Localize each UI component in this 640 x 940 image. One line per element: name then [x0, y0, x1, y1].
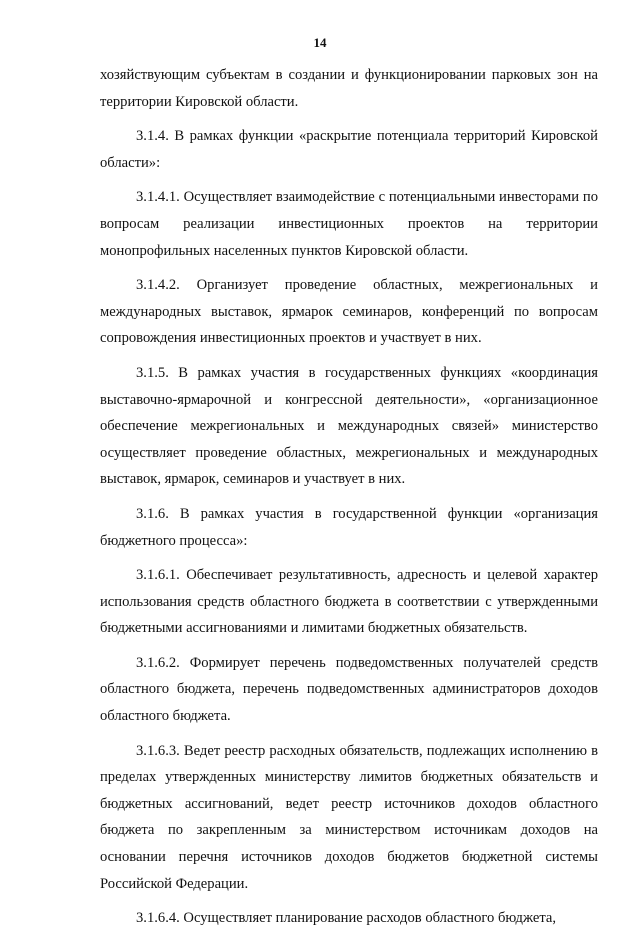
paragraph-3-1-5: 3.1.5. В рамках участия в государственных функциях «координация выставочно-ярмарочной и конгрессной деятельности», «организационное обеспечение межрегиональных и международных связей» министерство осуществляет проведение областных, межрегиональных и международных выставок, ярмарок, семинаров и участвует в них. [100, 364, 598, 488]
paragraph-3-1-4-1: 3.1.4.1. Осуществляет взаимодействие с потенциальными инвесторами по вопросам реализации инвестиционных проектов на территории монопрофильных населенных пунктов Кировской области. [100, 189, 598, 259]
page-number: 14 [313, 35, 327, 50]
paragraph-continuation: хозяйствующим субъектам в создании и функционировании парковых зон на территории Кировской области. [100, 67, 598, 110]
paragraph-3-1-6-3: 3.1.6.3. Ведет реестр расходных обязательств, подлежащих исполнению в пределах утвержденных министерству лимитов бюджетных обязательств и бюджетных ассигнований, ведет реестр источников доходов областного бюджета по закрепленным за министерством источникам доходов на основании перечня источников доходов бюджетов бюджетной системы Российской Федерации. [100, 742, 598, 892]
paragraph-3-1-6-4: 3.1.6.4. Осуществляет планирование расходов областного бюджета, [136, 910, 557, 927]
paragraph-3-1-4: 3.1.4. В рамках функции «раскрытие потенциала территорий Кировской области»: [100, 128, 598, 171]
paragraph-3-1-6: 3.1.6. В рамках участия в государственной функции «организация бюджетного процесса»: [100, 505, 598, 549]
paragraph-3-1-6-2: 3.1.6.2. Формирует перечень подведомственных получателей средств областного бюджета, перечень подведомственных администраторов доходов областного бюджета. [100, 654, 598, 725]
document-body [100, 62, 598, 940]
paragraph-3-1-4-2: 3.1.4.2. Организует проведение областных, межрегиональных и международных выставок, ярмарок семинаров, конференций по вопросам сопровождения инвестиционных проектов и участвует в них. [100, 277, 598, 347]
paragraph-3-1-6-1: 3.1.6.1. Обеспечивает результативность, адресность и целевой характер использования средств областного бюджета в соответствии с утвержденными бюджетными ассигнованиями и лимитами бюджетных обязательств. [100, 567, 598, 637]
